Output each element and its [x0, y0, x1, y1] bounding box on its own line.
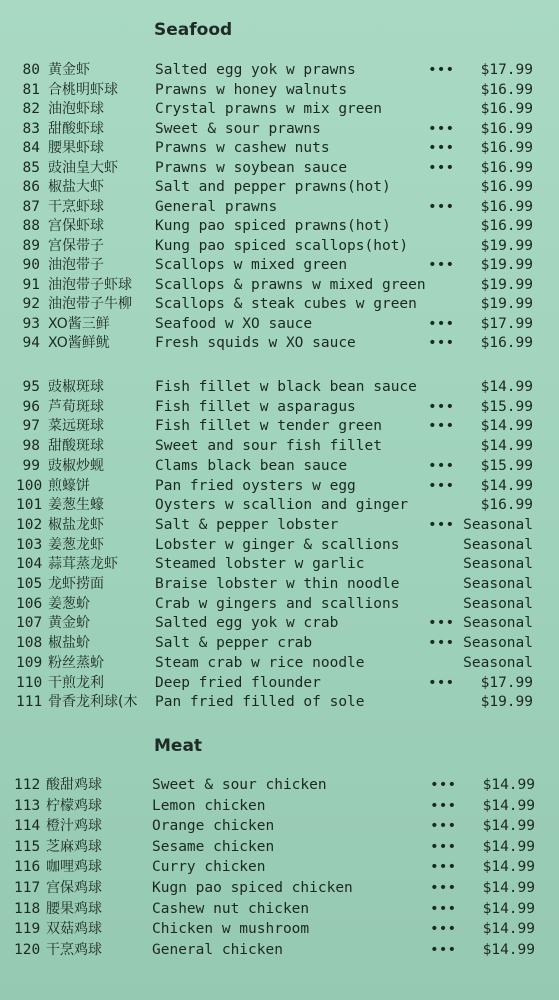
item-dots: ••• — [428, 198, 455, 215]
item-price: $19.99 — [480, 276, 533, 293]
item-chinese-name: 豉油皇大虾 — [48, 159, 118, 176]
item-number: 98 — [22, 438, 40, 455]
item-english-name: Orange chicken — [152, 818, 275, 835]
item-price: $14.99 — [482, 777, 535, 793]
item-price: Seasonal — [463, 635, 533, 652]
item-english-name: Cashew nut chicken — [152, 900, 310, 917]
item-chinese-name: 芦荀斑球 — [48, 398, 104, 415]
menu-item — [0, 236, 559, 256]
item-dots: ••• — [430, 880, 457, 896]
item-number: 113 — [14, 797, 41, 814]
item-dots: ••• — [428, 477, 455, 494]
item-english-name: Pan fried oysters w egg — [155, 477, 356, 494]
menu-item — [0, 495, 559, 515]
menu-item — [0, 837, 559, 857]
item-price: $14.99 — [482, 941, 535, 958]
item-english-name: Chicken w mushroom — [152, 921, 310, 938]
item-chinese-name: 甜酸斑球 — [48, 438, 104, 455]
item-price: $14.99 — [482, 797, 535, 814]
menu-item — [0, 377, 559, 397]
item-price: $19.99 — [480, 237, 533, 254]
item-price: $17.99 — [480, 674, 533, 691]
meat-heading: Meat — [154, 736, 203, 756]
item-chinese-name: 黄金虾 — [48, 62, 90, 78]
item-price: $14.99 — [480, 379, 533, 395]
item-price: $14.99 — [480, 438, 533, 455]
item-price: $14.99 — [482, 838, 535, 855]
item-english-name: Kung pao spiced scallops(hot) — [155, 237, 409, 254]
item-dots: ••• — [428, 516, 455, 533]
item-number: 90 — [22, 257, 40, 273]
item-dots: ••• — [428, 615, 455, 632]
item-chinese-name: 橙汁鸡球 — [46, 818, 102, 835]
item-dots: ••• — [430, 921, 457, 938]
item-number: 99 — [22, 457, 40, 474]
item-chinese-name: 腰果虾球 — [48, 140, 104, 156]
menu-item — [0, 899, 559, 919]
item-english-name: Curry chicken — [152, 859, 266, 876]
item-price: $16.99 — [480, 218, 533, 234]
item-chinese-name: 椒盐龙虾 — [48, 516, 104, 533]
item-chinese-name: 蒜茸蒸龙虾 — [48, 556, 118, 573]
item-price: $16.99 — [480, 140, 533, 156]
item-dots: ••• — [428, 674, 455, 691]
item-english-name: Prawns w cashew nuts — [155, 140, 330, 156]
item-dots: ••• — [430, 777, 457, 793]
menu-item — [0, 416, 559, 436]
menu-item — [0, 633, 559, 653]
item-number: 109 — [16, 654, 43, 671]
menu-item — [0, 255, 559, 275]
menu-item — [0, 60, 559, 80]
item-price: $14.99 — [480, 418, 533, 435]
item-chinese-name: 干煎龙利 — [48, 674, 104, 691]
item-price: $16.99 — [480, 120, 533, 137]
menu-item — [0, 796, 559, 816]
item-english-name: Salt and pepper prawns(hot) — [155, 179, 391, 195]
item-price: Seasonal — [463, 516, 533, 533]
item-english-name: Clams black bean sauce — [155, 457, 348, 474]
item-chinese-name: XO酱鲜鱿 — [48, 335, 110, 351]
item-number: 91 — [22, 276, 40, 293]
item-chinese-name: 豉椒炒蚬 — [48, 457, 104, 474]
menu-item — [0, 158, 559, 178]
item-english-name: Deep fried flounder — [155, 674, 321, 691]
item-price: $16.99 — [480, 81, 533, 98]
item-price: $14.99 — [482, 818, 535, 835]
item-english-name: Fish fillet w black bean sauce — [155, 379, 417, 395]
item-price: $14.99 — [482, 900, 535, 917]
item-english-name: Kugn pao spiced chicken — [152, 880, 353, 896]
item-chinese-name: 骨香龙利球(木 — [48, 694, 138, 711]
item-price: Seasonal — [463, 595, 533, 612]
item-price: Seasonal — [463, 654, 533, 671]
item-price: $16.99 — [480, 497, 533, 514]
menu-item — [0, 857, 559, 877]
item-english-name: Lobster w ginger & scallions — [155, 536, 400, 553]
item-chinese-name: XO酱三鲜 — [48, 315, 110, 332]
menu-item — [0, 673, 559, 693]
item-chinese-name: 姜葱生蠔 — [48, 497, 104, 514]
item-number: 104 — [16, 556, 43, 573]
menu-item — [0, 436, 559, 456]
item-chinese-name: 姜葱龙虾 — [48, 536, 104, 553]
menu-item — [0, 80, 559, 100]
item-dots: ••• — [428, 335, 455, 351]
item-number: 96 — [22, 398, 40, 415]
item-english-name: Kung pao spiced prawns(hot) — [155, 218, 391, 234]
menu-item — [0, 554, 559, 574]
item-dots: ••• — [428, 159, 455, 176]
item-price: $15.99 — [480, 398, 533, 415]
item-english-name: Scallops & steak cubes w green — [155, 296, 417, 312]
item-number: 80 — [22, 62, 40, 78]
menu-item — [0, 216, 559, 236]
menu-item — [0, 816, 559, 836]
menu-item — [0, 515, 559, 535]
item-number: 97 — [22, 418, 40, 435]
item-number: 94 — [22, 335, 40, 351]
item-price: $16.99 — [480, 335, 533, 351]
item-price: $19.99 — [480, 257, 533, 273]
item-number: 120 — [14, 941, 41, 958]
item-price: $16.99 — [480, 198, 533, 215]
item-number: 87 — [22, 198, 40, 215]
menu-item — [0, 397, 559, 417]
item-price: Seasonal — [463, 615, 533, 632]
item-dots: ••• — [430, 859, 457, 876]
item-chinese-name: 合桃明虾球 — [48, 81, 118, 98]
item-chinese-name: 油泡带子牛柳 — [48, 296, 132, 312]
menu-item — [0, 594, 559, 614]
item-english-name: Steam crab w rice noodle — [155, 654, 365, 671]
item-number: 85 — [22, 159, 40, 176]
item-chinese-name: 干烹鸡球 — [46, 941, 102, 958]
item-english-name: Steamed lobster w garlic — [155, 556, 365, 573]
menu-item — [0, 940, 559, 960]
item-number: 93 — [22, 315, 40, 332]
item-price: $14.99 — [480, 477, 533, 494]
item-number: 115 — [14, 838, 41, 855]
item-number: 88 — [22, 218, 40, 234]
item-number: 119 — [14, 921, 41, 938]
menu-item — [0, 333, 559, 353]
item-chinese-name: 龙虾捞面 — [48, 576, 104, 592]
item-number: 110 — [16, 674, 43, 691]
item-chinese-name: 干烹虾球 — [48, 198, 104, 215]
item-chinese-name: 芝麻鸡球 — [46, 838, 102, 855]
menu-item — [0, 456, 559, 476]
item-dots: ••• — [428, 398, 455, 415]
menu-item — [0, 613, 559, 633]
item-chinese-name: 粉丝蒸蚧 — [48, 654, 104, 671]
item-chinese-name: 柠檬鸡球 — [46, 797, 102, 814]
item-dots: ••• — [430, 900, 457, 917]
item-chinese-name: 黄金蚧 — [48, 615, 90, 632]
item-number: 82 — [22, 101, 40, 117]
item-number: 116 — [14, 859, 41, 876]
item-price: $16.99 — [480, 101, 533, 117]
menu-item — [0, 775, 559, 795]
menu-item — [0, 177, 559, 197]
menu-item — [0, 692, 559, 712]
menu-item — [0, 535, 559, 555]
item-number: 83 — [22, 120, 40, 137]
item-chinese-name: 油泡虾球 — [48, 101, 104, 117]
item-price: Seasonal — [463, 576, 533, 592]
item-chinese-name: 腰果鸡球 — [46, 900, 102, 917]
item-english-name: Sesame chicken — [152, 838, 275, 855]
item-english-name: Oysters w scallion and ginger — [155, 497, 409, 514]
item-dots: ••• — [430, 797, 457, 814]
item-number: 107 — [16, 615, 43, 632]
item-dots: ••• — [428, 140, 455, 156]
item-number: 111 — [16, 694, 43, 711]
menu-item — [0, 476, 559, 496]
item-english-name: Crystal prawns w mix green — [155, 101, 382, 117]
item-dots: ••• — [430, 818, 457, 835]
item-number: 101 — [16, 497, 43, 514]
item-number: 102 — [16, 516, 43, 533]
menu-item — [0, 314, 559, 334]
item-price: $15.99 — [480, 457, 533, 474]
item-chinese-name: 咖哩鸡球 — [46, 859, 102, 876]
item-english-name: Braise lobster w thin noodle — [155, 576, 400, 592]
menu-item — [0, 119, 559, 139]
item-chinese-name: 椒盐大虾 — [48, 179, 104, 195]
item-number: 100 — [16, 477, 43, 494]
menu-item — [0, 294, 559, 314]
item-number: 84 — [22, 140, 40, 156]
item-english-name: Salted egg yok w prawns — [155, 62, 356, 78]
item-english-name: Sweet and sour fish fillet — [155, 438, 382, 455]
item-number: 108 — [16, 635, 43, 652]
item-number: 118 — [14, 900, 41, 917]
item-number: 106 — [16, 595, 43, 612]
item-english-name: Pan fried filled of sole — [155, 694, 365, 711]
item-english-name: Lemon chicken — [152, 797, 266, 814]
menu-item — [0, 138, 559, 158]
item-price: $14.99 — [482, 880, 535, 896]
item-chinese-name: 豉椒斑球 — [48, 379, 104, 395]
item-english-name: Prawns w soybean sauce — [155, 159, 348, 176]
item-chinese-name: 煎蠔饼 — [48, 477, 90, 494]
item-dots: ••• — [428, 635, 455, 652]
item-number: 103 — [16, 536, 43, 553]
item-number: 95 — [22, 379, 40, 395]
item-chinese-name: 姜葱蚧 — [48, 595, 90, 612]
item-english-name: Scallops & prawns w mixed green — [155, 276, 426, 293]
item-english-name: Seafood w XO sauce — [155, 315, 313, 332]
item-english-name: Salt & pepper lobster — [155, 516, 339, 533]
item-price: Seasonal — [463, 556, 533, 573]
menu-item — [0, 99, 559, 119]
item-chinese-name: 酸甜鸡球 — [46, 777, 102, 793]
item-dots: ••• — [428, 257, 455, 273]
item-dots: ••• — [428, 120, 455, 137]
seafood-heading: Seafood — [154, 20, 233, 40]
item-number: 92 — [22, 296, 40, 312]
item-dots: ••• — [430, 941, 457, 958]
item-english-name: Fish fillet w tender green — [155, 418, 382, 435]
item-chinese-name: 椒盐蚧 — [48, 635, 90, 652]
item-english-name: General prawns — [155, 198, 278, 215]
item-english-name: Prawns w honey walnuts — [155, 81, 348, 98]
item-chinese-name: 双菇鸡球 — [46, 921, 102, 938]
item-english-name: Sweet & sour prawns — [155, 120, 321, 137]
menu-item — [0, 574, 559, 594]
item-english-name: Fresh squids w XO sauce — [155, 335, 356, 351]
item-price: $14.99 — [482, 859, 535, 876]
item-dots: ••• — [428, 418, 455, 435]
item-price: Seasonal — [463, 536, 533, 553]
menu-item — [0, 197, 559, 217]
item-chinese-name: 油泡带子 — [48, 257, 104, 273]
item-number: 81 — [22, 81, 40, 98]
item-chinese-name: 油泡带子虾球 — [48, 276, 132, 293]
item-number: 114 — [14, 818, 41, 835]
item-english-name: General chicken — [152, 941, 283, 958]
item-price: $17.99 — [480, 315, 533, 332]
item-english-name: Salted egg yok w crab — [155, 615, 339, 632]
item-chinese-name: 甜酸虾球 — [48, 120, 104, 137]
menu-item — [0, 878, 559, 898]
item-price: $16.99 — [480, 159, 533, 176]
item-chinese-name: 宫保虾球 — [48, 218, 104, 234]
item-price: $14.99 — [482, 921, 535, 938]
item-dots: ••• — [430, 838, 457, 855]
item-dots: ••• — [428, 457, 455, 474]
item-chinese-name: 宫保带子 — [48, 237, 104, 254]
item-price: $19.99 — [480, 694, 533, 711]
item-english-name: Scallops w mixed green — [155, 257, 348, 273]
menu-item — [0, 653, 559, 673]
item-dots: ••• — [428, 62, 455, 78]
item-number: 117 — [14, 880, 41, 896]
item-dots: ••• — [428, 315, 455, 332]
item-number: 86 — [22, 179, 40, 195]
item-english-name: Salt & pepper crab — [155, 635, 313, 652]
item-english-name: Fish fillet w asparagus — [155, 398, 356, 415]
menu-item — [0, 919, 559, 939]
item-price: $19.99 — [480, 296, 533, 312]
item-number: 89 — [22, 237, 40, 254]
menu-item — [0, 275, 559, 295]
item-number: 105 — [16, 576, 43, 592]
item-chinese-name: 宫保鸡球 — [46, 880, 102, 896]
item-english-name: Sweet & sour chicken — [152, 777, 327, 793]
item-english-name: Crab w gingers and scallions — [155, 595, 400, 612]
item-chinese-name: 菜远斑球 — [48, 418, 104, 435]
item-price: $16.99 — [480, 179, 533, 195]
item-number: 112 — [14, 777, 41, 793]
item-price: $17.99 — [480, 62, 533, 78]
